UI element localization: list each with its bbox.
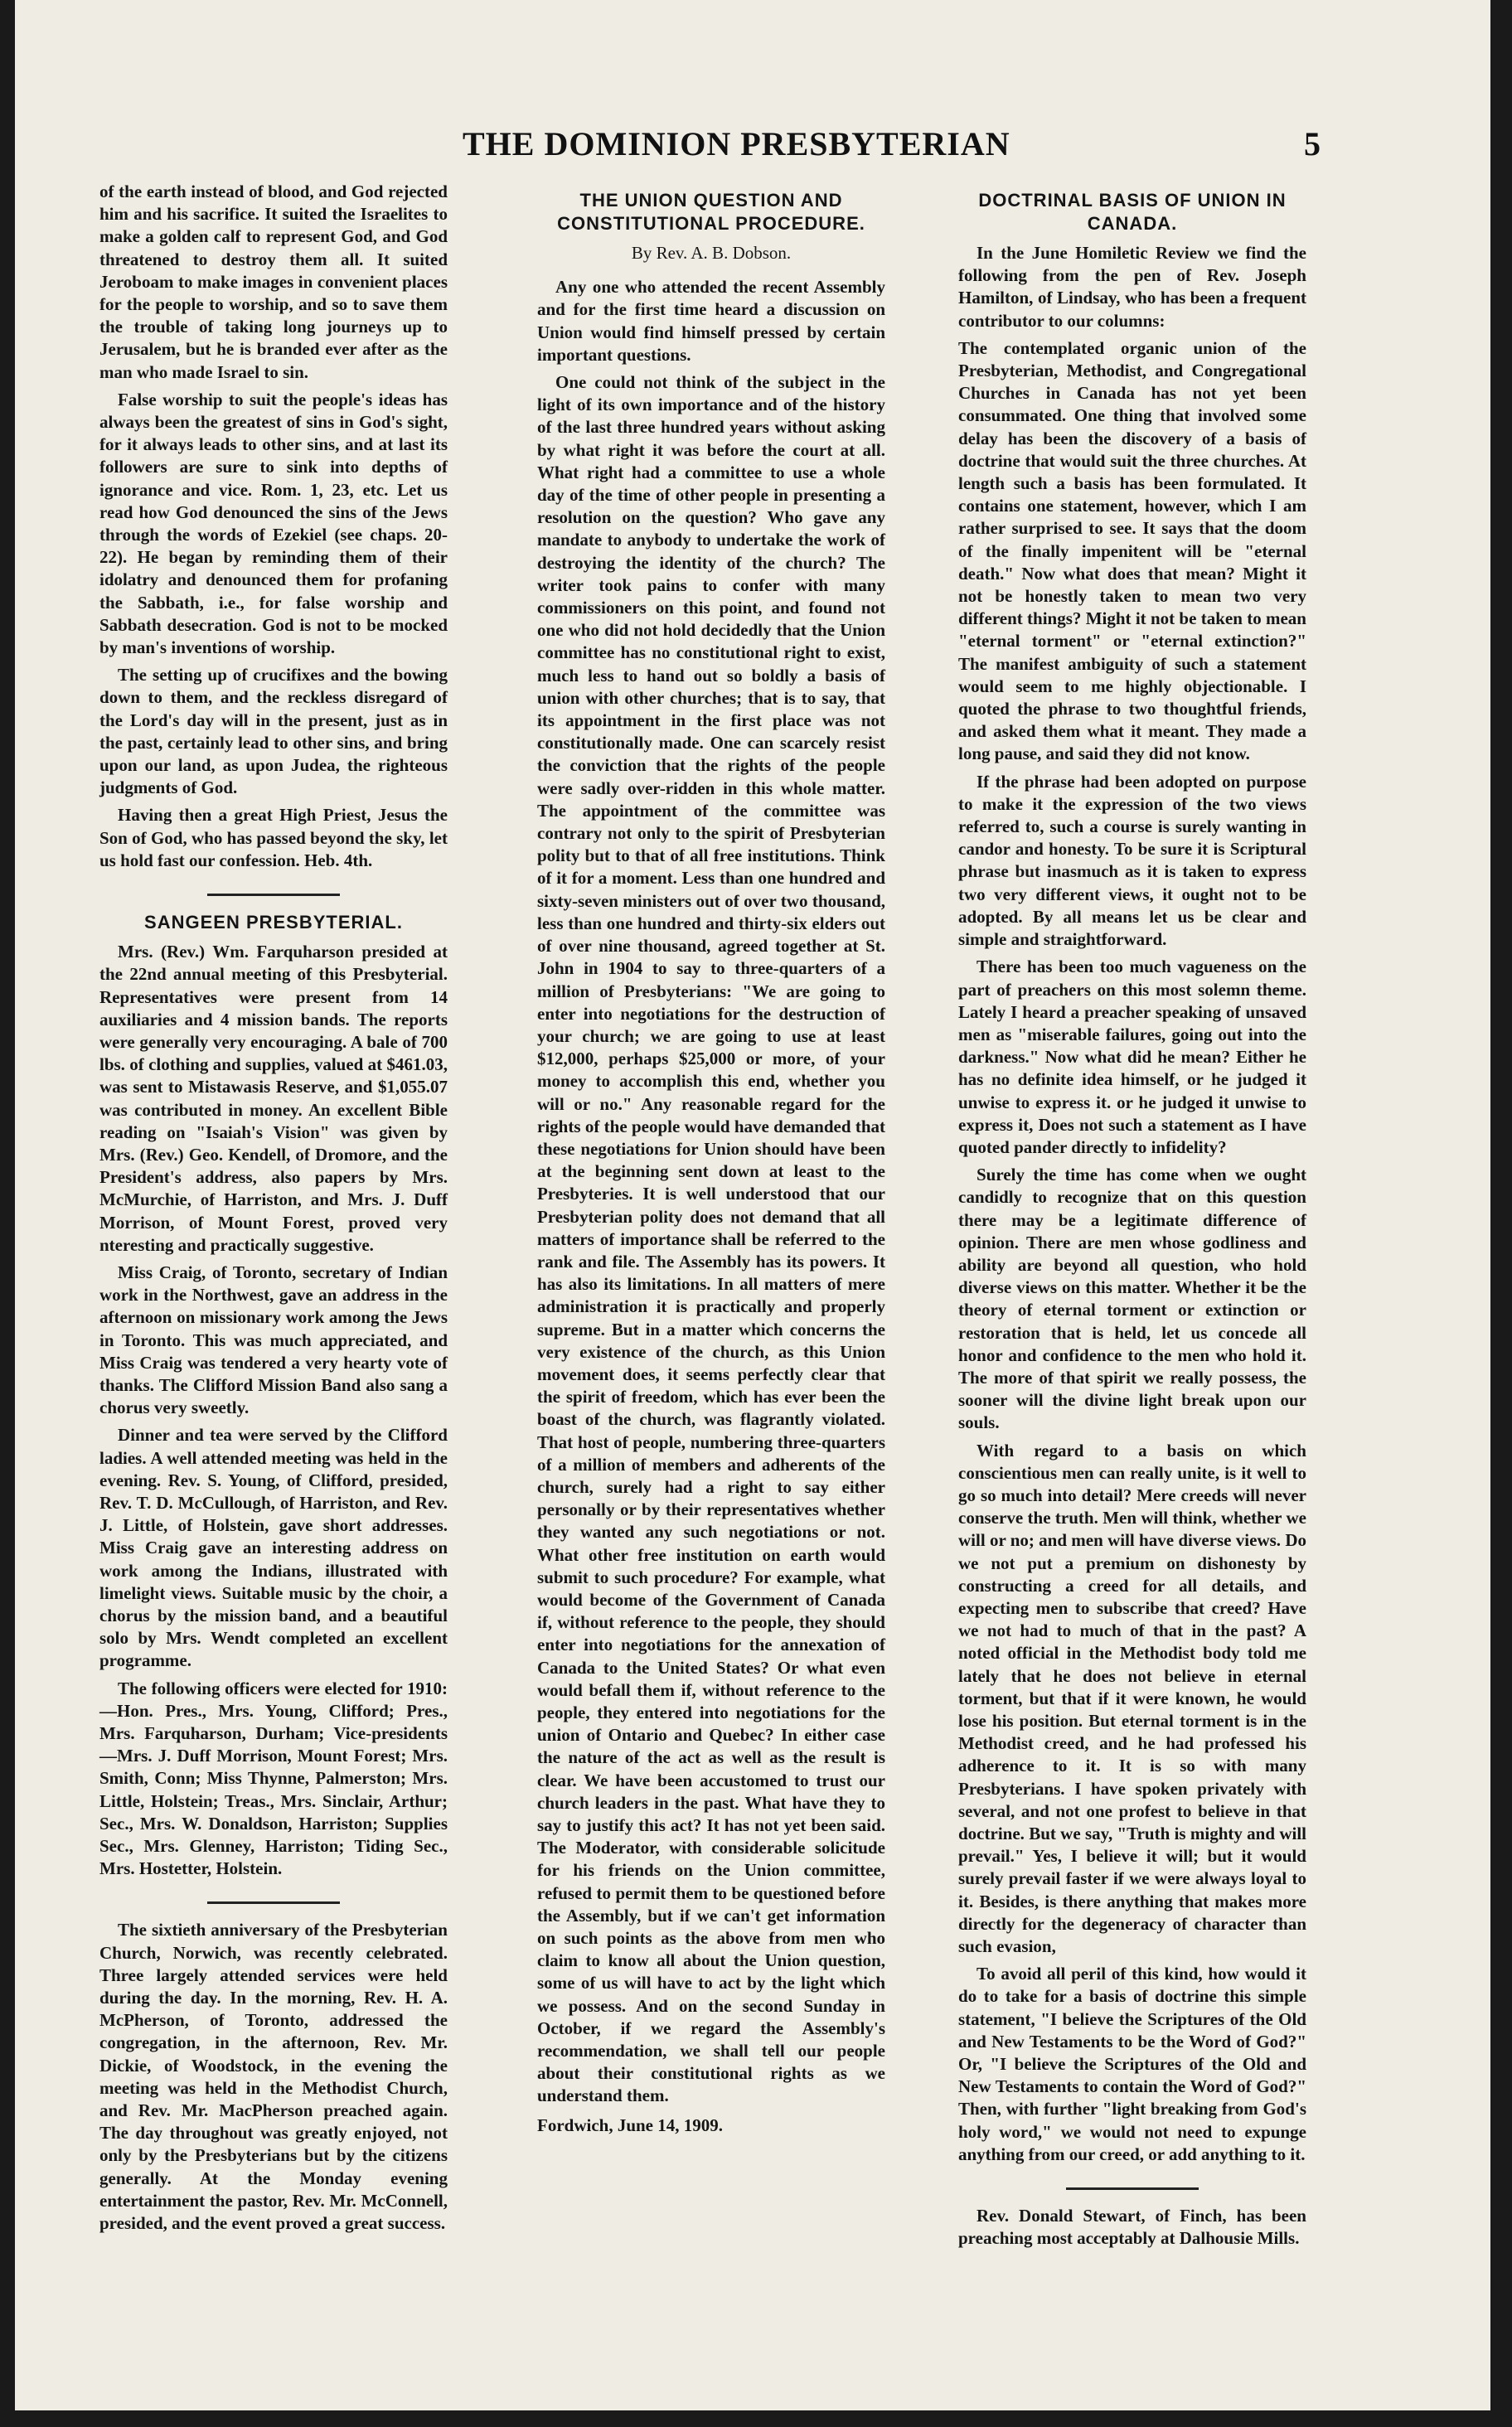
section-divider [207, 1901, 340, 1904]
column-middle [537, 181, 885, 2142]
article-paragraph: The setting up of crucifixes and the bowing down to them, and the reckless disregard of the Lord's day will in the present, just as in the past, certainly lead to other sins, and bring upon our land, as upon Judea, the righteous judgments of God. [99, 665, 448, 798]
article-paragraph: Having then a great High Priest, Jesus the Son of God, who has passed beyond the sky, let us hold fast our confession. Heb. 4th. [99, 805, 448, 870]
article-paragraph: of the earth instead of blood, and God rejected him and his sacrifice. It suited the Israelites to make a golden calf to represent God, and God threatened to destroy them all. It suited Jeroboam to make images in convenient places for the people to worship, and so to save them the trouble of taking long journeys up to Jerusalem, but he is branded ever after as the man who made Israel to sin. [99, 182, 448, 382]
article-title-union: THE UNION QUESTION AND CONSTITUTIONAL PROCEDURE. [557, 190, 865, 234]
article-paragraph: To avoid all peril of this kind, how would it do to take for a basis of doctrine this simple statement, "I believe the Scriptures of the Old and New Testaments to be the Word of God?" Or, "I believe the Scriptures of the Old and New Testaments to contain the Word of God?" Then, with further "light breaking from God's holy word," we would not need to expunge anything from our creed, or add anything to it. [958, 1964, 1306, 2164]
article-paragraph: Any one who attended the recent Assembly and for the first time heard a discussion on Union would find himself pressed by certain important questions. [537, 277, 885, 365]
masthead: THE DOMINION PRESBYTERIAN [463, 125, 1010, 162]
section-divider [1066, 2187, 1199, 2190]
article-paragraph: Miss Craig, of Toronto, secretary of Indian work in the Northwest, gave an address in the afternoon on missionary work among the Jews in Toronto. This was much appreciated, and Miss Craig was tendered a very hearty vote of thanks. The Clifford Mission Band also sang a chorus very sweetly. [99, 1262, 448, 1418]
article-paragraph: Dinner and tea were served by the Clifford ladies. A well attended meeting was held in the evening. Rev. S. Young, of Clifford, presided, Rev. T. D. McCullough, of Harriston, and Rev. J. Little, of Holstein, gave short addresses. Miss Craig gave an interesting address on work among the Indians, illustrated with limelight views. Suitable music by the choir, a chorus by the mission band, and a beautiful solo by Mrs. Wendt completed an excellent programme. [99, 1425, 448, 1671]
article-title-sangeen: SANGEEN PRESBYTERIAL. [144, 912, 403, 933]
page-number: 5 [1304, 125, 1321, 162]
article-paragraph: Mrs. (Rev.) Wm. Farquharson presided at the 22nd annual meeting of this Presbyterial. Representatives were present from 14 auxiliaries and 4 mission bands. The reports were generally very encouraging. A bale of 700 lbs. of clothing and supplies, valued at $461.03, was sent to Mistawasis Reserve, and $1,055.07 was contributed in money. An excellent Bible reading on "Isaiah's Vision" was given by Mrs. (Rev.) Geo. Kendell, of Dromore, and the President's address, also papers by Mrs. McMurchie, of Harriston, and Mrs. J. Duff Morrison, of Mount Forest, proved very nteresting and practically suggestive. [99, 942, 448, 1255]
article-signoff: Fordwich, June 14, 1909. [537, 2115, 724, 2135]
article-paragraph: The following officers were elected for 1910:—Hon. Pres., Mrs. Young, Clifford; Pres., Mrs. Farquharson, Durham; Vice-presidents—Mrs. J. Duff Morrison, Mount Forest; Mrs. Smith, Conn; Miss Thynne, Palmerston; Mrs. Little, Holstein; Treas., Mrs. Sinclair, Arthur; Sec., Mrs. W. Donaldson, Harriston; Supplies Sec., Mrs. Glenney, Harriston; Tiding Sec., Mrs. Hostetter, Holstein. [99, 1678, 448, 1879]
newspaper-page [15, 0, 1490, 2410]
byline: By Rev. A. B. Dobson. [631, 243, 792, 263]
quoted-paragraph: The contemplated organic union of the Presbyterian, Methodist, and Congregational Churches in Canada has not yet been consummated. One thing that involved some delay has been the discovery of a basis of doctrine that would suit the three churches. At length such a basis has been formulated. It contains one statement, however, which I am rather surprised to see. It says that the doom of the finally impenitent will be "eternal death." Now what does that mean? Might it not be honestly taken to mean two very different things? Might it not be taken to mean "eternal torment" or "eternal extinction?" The manifest ambiguity of such a statement would seem to me highly objectionable. I quoted the phrase to two thoughtful friends, and asked them what it meant. They made a long pause, and said they did not know. [958, 337, 1306, 764]
column-right [958, 181, 1306, 2255]
section-divider [207, 894, 340, 896]
article-paragraph: False worship to suit the people's ideas has always been the greatest of sins in God's sight, for it always leads to other sins, and at last its followers are sure to sink into depths of ignorance and vice. Rom. 1, 23, etc. Let us read how God denounced the sins of the Jews through the words of Ezekiel (see chaps. 20-22). He began by reminding them of their idolatry and denounced them for profaning the Sabbath, i.e., for false worship and Sabbath desecration. God is not to be mocked by man's inventions of worship. [99, 389, 448, 658]
article-paragraph: There has been too much vagueness on the part of preachers on this most solemn theme. Lately I heard a preacher speaking of unsaved men as "miserable failures, going out into the darkness." Now what did he mean? Either he has no definite idea himself, or he judged it unwise to express it. or he judged it unwise to express it, Does not such a statement as I have quoted pander directly to infidelity? [958, 957, 1306, 1157]
article-paragraph: If the phrase had been adopted on purpose to make it the expression of the two views referred to, such a course is surely wanting in candor and honesty. To be sure it is Scriptural phrase but inasmuch as it is taken to express two very different views, it ought not to be adopted. By all means let us be clear and simple and straightforward. [958, 771, 1306, 950]
article-paragraph: With regard to a basis on which conscientious men can really unite, is it well to go so much into detail? Mere creeds will never conserve the truth. Men will think, whether we will or no; and men will have diverse views. Do we not put a premium on dishonesty by constructing a creed for all details, and expecting men to subscribe that creed? Have we not had to much of that in the past? A noted official in the Methodist body told me lately that he does not believe in eternal torment, but that if it were known, he would lose his position. But eternal torment is in the Methodist creed, and he had professed his adherence to it. It is so with many Presbyterians. I have spoken privately with several, and not one profest to believe in that doctrine. But we say, "Truth is mighty and will prevail." Yes, I believe it will; but it would surely prevail faster if we were always loyal to it. Besides, is there anything that makes more directly for the degeneracy of character than such evasion, [958, 1440, 1306, 1957]
page-header [15, 124, 1490, 174]
article-title-doctrinal: DOCTRINAL BASIS OF UNION IN CANADA. [978, 190, 1287, 234]
article-paragraph: Surely the time has come when we ought candidly to recognize that on this question there may be a legitimate difference of opinion. There are men whose godliness and ability are beyond all question, who hold diverse views on this matter. Whether it be the theory of eternal torment or extinction or restoration that is held, let us concede all honor and confidence to the men who hold it. The more of that spirit we really possess, the sooner will the divine light break upon our souls. [958, 1165, 1306, 1433]
article-paragraph: In the June Homiletic Review we find the following from the pen of Rev. Joseph Hamilton, of Lindsay, who has been a frequent contributor to our columns: [958, 243, 1306, 331]
article-paragraph: One could not think of the subject in the light of its own importance and of the history of the last three hundred years without asking by what right it was before the court at all. What right had a committee to use a whole day of the time of other people in presenting a resolution on the question? Who gave any mandate to anybody to undertake the work of destroying the identity of the church? The writer took pains to confer with many commissioners on this point, and found not one who did not hold decidedly that the Union committee has no constitutional right to exist, much less to hand out so boldly a basis of union with other churches; that is to say, that its appointment in the first place was not constitutionally made. One can scarcely resist the conviction that the rights of the people were sadly over-ridden in this whole matter. The appointment of the committee was contrary not only to the spirit of Presbyterian polity but to that of all free institutions. Think of it for a moment. Less than one hundred and sixty-seven ministers out of over two thousand, less than one hundred and thirty-six elders out of over nine thousand, agreed together at St. John in 1904 to say to three-quarters of a million of Presbyterians: "We are going to enter into negotiations for the destruction of your church; we are going to use at least $12,000, perhaps $25,000 or more, of your money to accomplish this end, whether you will or no." Any reasonable regard for the rights of the people would have demanded that these negotiations for Union should have been at the beginning sent down at least to the Presbyteries. It is well understood that our Presbyterian polity does not demand that all matters of importance shall be referred to the rank and file. The Assembly has its powers. It has also its limitations. In all matters of mere administration it is practically and properly supreme. But in a matter which concerns the very existence of the church, as this Union movement does, it seems perfectly clear that the spirit of freedom, which has ever been the boast of the church, was flagrantly violated. That host of people, numbering three-quarters of a million of members and adherents of the church, surely had a right to say either personally or by their representatives whether they wanted any such negotiations or not. What other free institution on earth would submit to such procedure? For example, what would become of the Government of Canada if, without reference to the people, they should enter into negotiations for the annexation of Canada to the United States? Or what even would befall them if, without reference to the people, they entered into negotiations for the union of Ontario and Quebec? In either case the nature of the act as well as the result is clear. We have been accustomed to trust our church leaders in the past. What have they to say to justify this act? It has not yet been said. The Moderator, with considerable solicitude for his friends on the Union committee, refused to permit them to be questioned before the Assembly, but if we can't get information on such points as the above from men who claim to know all about the Union question, some of us will have to act by the light which we possess. And on the second Sunday in October, if we regard the Assembly's recommendation, we shall tell our people about their constitutional rights as we understand them. [537, 372, 885, 2106]
article-paragraph: The sixtieth anniversary of the Presbyterian Church, Norwich, was recently celebrated. Three largely attended services were held during the day. In the morning, Rev. H. A. McPherson, of Toronto, addressed the congregation, in the afternoon, Rev. Mr. Dickie, of Woodstock, in the evening the meeting was held in the Methodist Church, and Rev. Mr. MacPherson preached again. The day throughout was greatly enjoyed, not only by the Presbyterians but by the citizens generally. At the Monday evening entertainment the pastor, Rev. Mr. McConnell, presided, and the event proved a great success. [99, 1920, 448, 2234]
article-paragraph: Rev. Donald Stewart, of Finch, has been preaching most acceptably at Dalhousie Mills. [958, 2206, 1306, 2249]
column-left [99, 181, 448, 2240]
